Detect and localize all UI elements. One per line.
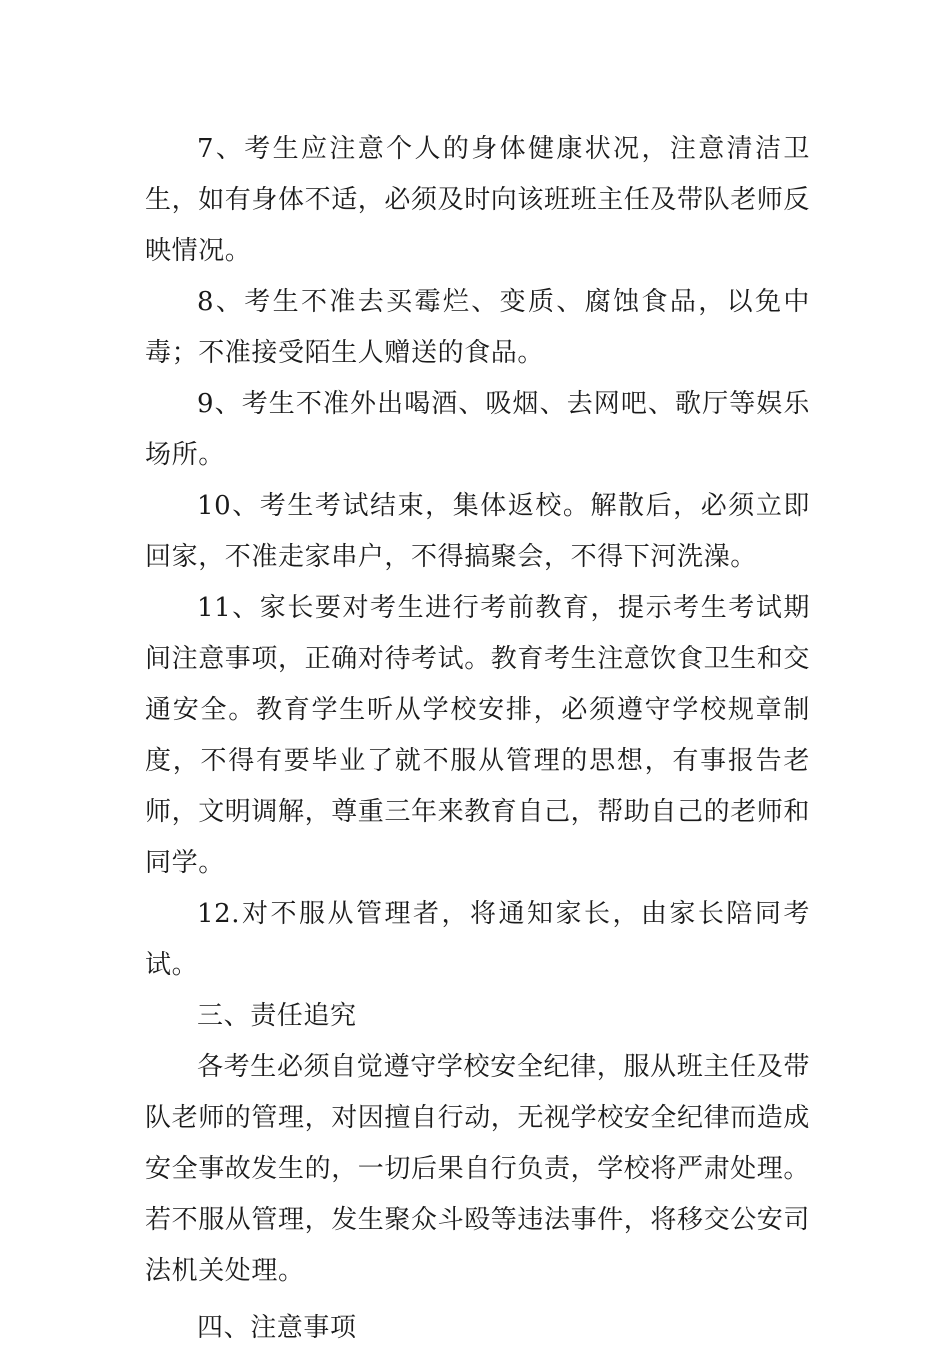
rule-10-paragraph: 10、考生考试结束，集体返校。解散后，必须立即回家，不准走家串户，不得搞聚会，不得下河洗澡。: [145, 491, 810, 572]
rule-8-paragraph: 8、考生不准去买霉烂、变质、腐蚀食品，以免中毒；不准接受陌生人赠送的食品。: [145, 287, 810, 368]
section-3-body: 各考生必须自觉遵守学校安全纪律，服从班主任及带队老师的管理，对因擅自行动，无视学校安全纪律而造成安全事故发生的，一切后果自行负责，学校将严肃处理。若不服从管理，发生聚众斗殴等违法事件，将移交公安司法机关处理。: [145, 1052, 811, 1286]
document-body: [145, 124, 810, 1354]
section-3-heading: 三、责任追究: [197, 1001, 357, 1031]
rule-12-paragraph: 12.对不服从管理者，将通知家长，由家长陪同考试。: [145, 899, 810, 980]
rule-9-paragraph: 9、考生不准外出喝酒、吸烟、去网吧、歌厅等娱乐场所。: [145, 389, 810, 470]
rule-7-paragraph: 7、考生应注意个人的身体健康状况，注意清洁卫生，如有身体不适，必须及时向该班班主任及带队老师反映情况。: [145, 134, 811, 266]
rule-11-paragraph: 11、家长要对考生进行考前教育，提示考生考试期间注意事项，正确对待考试。教育考生注意饮食卫生和交通安全。教育学生听从学校安排，必须遵守学校规章制度，不得有要毕业了就不服从管理的思想，有事报告老师，文明调解，尊重三年来教育自己，帮助自己的老师和同学。: [145, 593, 811, 878]
section-4-heading: 四、注意事项: [197, 1313, 357, 1343]
